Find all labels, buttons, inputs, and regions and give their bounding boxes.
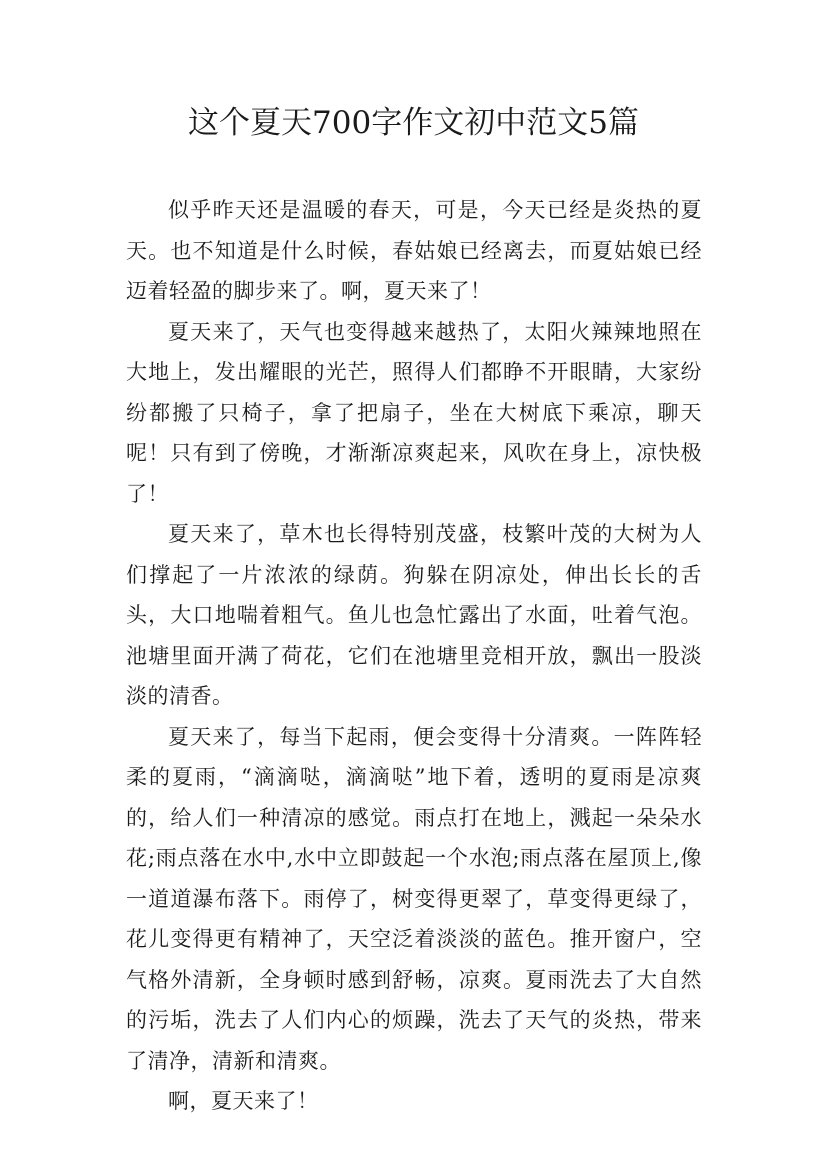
- paragraph: 似乎昨天还是温暖的春天，可是，今天已经是炎热的夏天。也不知道是什么时候，春姑娘已经离去，而夏姑娘已经迈着轻盈的脚步来了。啊，夏天来了！: [126, 198, 702, 303]
- paragraph: 啊，夏天来了！: [168, 1089, 319, 1113]
- document-title: 这个夏天700字作文初中范文5篇: [188, 105, 639, 141]
- document-body: [126, 190, 702, 1122]
- paragraph: 夏天来了，天气也变得越来越热了，太阳火辣辣地照在大地上，发出耀眼的光芒，照得人们都睁不开眼睛，大家纷纷都搬了只椅子，拿了把扇子，坐在大树底下乘凉，聊天呢！只有到了傍晚，才渐渐凉爽起来，风吹在身上，凉快极了！: [126, 319, 702, 506]
- paragraph: 夏天来了，草木也长得特别茂盛，枝繁叶茂的大树为人们撑起了一片浓浓的绿荫。狗躲在阴凉处，伸出长长的舌头，大口地喘着粗气。鱼儿也急忙露出了水面，吐着气泡。池塘里面开满了荷花，它们在池塘里竞相开放，飘出一股淡淡的清香。: [126, 522, 702, 708]
- paragraph: 夏天来了，每当下起雨，便会变得十分清爽。一阵阵轻柔的夏雨，“滴滴哒，滴滴哒”地下着，透明的夏雨是凉爽的，给人们一种清凉的感觉。雨点打在地上，溅起一朵朵水花;雨点落在水中,水中立即鼓起一个水泡;雨点落在屋顶上,像一道道瀑布落下。雨停了，树变得更翠了，草变得更绿了，花儿变得更有精神了，天空泛着淡淡的蓝色。推开窗户，空气格外清新，全身顿时感到舒畅，凉爽。夏雨洗去了大自然的污垢，洗去了人们内心的烦躁，洗去了天气的炎热，带来了清净，清新和清爽。: [126, 724, 702, 1073]
